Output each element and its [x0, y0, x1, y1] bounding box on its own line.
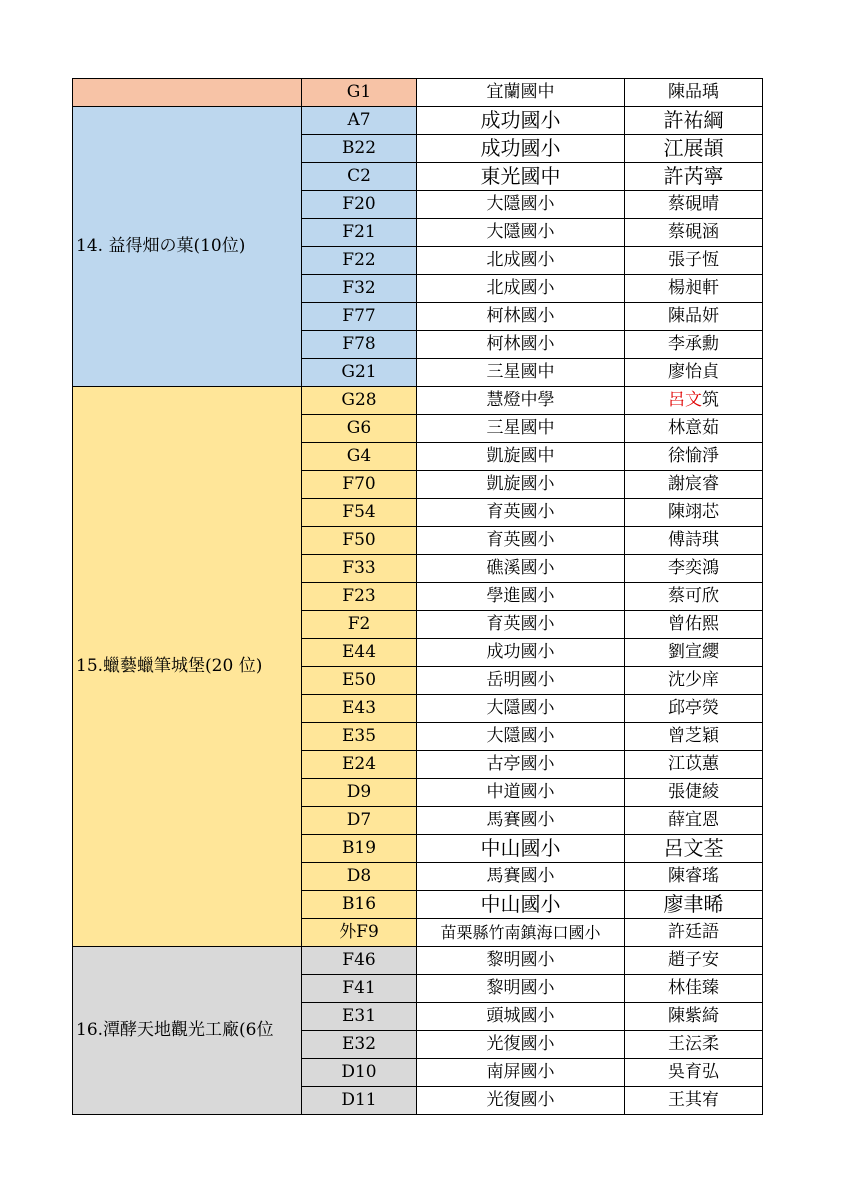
code-cell: E35 — [302, 723, 417, 751]
school-cell: 北成國小 — [417, 275, 625, 303]
code-cell: F54 — [302, 499, 417, 527]
code-cell: F22 — [302, 247, 417, 275]
name-cell — [625, 387, 763, 415]
name-cell: 李承勳 — [625, 331, 763, 359]
code-cell: 外F9 — [302, 919, 417, 947]
school-cell: 礁溪國小 — [417, 555, 625, 583]
name-cell: 陳睿瑤 — [625, 863, 763, 891]
table-row — [73, 947, 763, 975]
name-cell: 楊昶軒 — [625, 275, 763, 303]
code-cell: F23 — [302, 583, 417, 611]
school-cell: 育英國小 — [417, 499, 625, 527]
code-cell: C2 — [302, 163, 417, 191]
name-cell: 謝宸睿 — [625, 471, 763, 499]
name-cell: 張倢綾 — [625, 779, 763, 807]
school-cell: 苗栗縣竹南鎮海口國小 — [417, 919, 625, 947]
school-cell: 柯林國小 — [417, 303, 625, 331]
school-cell: 馬賽國小 — [417, 807, 625, 835]
school-cell: 中山國小 — [417, 891, 625, 919]
school-cell: 東光國中 — [417, 163, 625, 191]
name-cell: 江苡蕙 — [625, 751, 763, 779]
code-cell: F33 — [302, 555, 417, 583]
school-cell: 宜蘭國中 — [417, 79, 625, 107]
name-cell: 李奕鴻 — [625, 555, 763, 583]
school-cell: 三星國中 — [417, 359, 625, 387]
name-cell: 蔡硯涵 — [625, 219, 763, 247]
school-cell: 慧燈中學 — [417, 387, 625, 415]
code-cell: B19 — [302, 835, 417, 863]
name-cell: 廖怡貞 — [625, 359, 763, 387]
code-cell: E31 — [302, 1003, 417, 1031]
name-cell: 劉宣纓 — [625, 639, 763, 667]
code-cell: G1 — [302, 79, 417, 107]
school-cell: 育英國小 — [417, 527, 625, 555]
name-cell: 邱亭熒 — [625, 695, 763, 723]
table-row — [73, 107, 763, 135]
code-cell: D7 — [302, 807, 417, 835]
school-cell: 學進國小 — [417, 583, 625, 611]
name-cell: 趙子安 — [625, 947, 763, 975]
code-cell: F77 — [302, 303, 417, 331]
group-cell: 16.潭酵天地觀光工廠(6位 — [73, 947, 302, 1115]
name-cell: 江展頡 — [625, 135, 763, 163]
code-cell: D10 — [302, 1059, 417, 1087]
group-cell: 15.蠟藝蠟筆城堡(20 位) — [73, 387, 302, 947]
school-cell: 大隱國小 — [417, 219, 625, 247]
name-cell: 傅詩琪 — [625, 527, 763, 555]
code-cell: E24 — [302, 751, 417, 779]
code-cell: F78 — [302, 331, 417, 359]
school-cell: 三星國中 — [417, 415, 625, 443]
school-cell: 黎明國小 — [417, 975, 625, 1003]
name-cell: 蔡可欣 — [625, 583, 763, 611]
name-cell: 陳品瑀 — [625, 79, 763, 107]
code-cell: F41 — [302, 975, 417, 1003]
code-cell: G28 — [302, 387, 417, 415]
code-cell: D9 — [302, 779, 417, 807]
code-cell: E32 — [302, 1031, 417, 1059]
name-cell: 林意茹 — [625, 415, 763, 443]
name-cell: 王其宥 — [625, 1087, 763, 1115]
name-cell: 陳翊芯 — [625, 499, 763, 527]
school-cell: 大隱國小 — [417, 191, 625, 219]
name-cell: 蔡硯晴 — [625, 191, 763, 219]
name-cell: 王沄柔 — [625, 1031, 763, 1059]
school-cell: 古亭國小 — [417, 751, 625, 779]
code-cell: G4 — [302, 443, 417, 471]
school-cell: 大隱國小 — [417, 723, 625, 751]
code-cell: D11 — [302, 1087, 417, 1115]
name-cell: 許芮寧 — [625, 163, 763, 191]
school-cell: 成功國小 — [417, 107, 625, 135]
table-row — [73, 387, 763, 415]
name-cell: 徐愉淨 — [625, 443, 763, 471]
school-cell: 凱旋國中 — [417, 443, 625, 471]
school-cell: 中山國小 — [417, 835, 625, 863]
code-cell: F2 — [302, 611, 417, 639]
school-cell: 育英國小 — [417, 611, 625, 639]
school-cell: 北成國小 — [417, 247, 625, 275]
school-cell: 馬賽國小 — [417, 863, 625, 891]
code-cell: E43 — [302, 695, 417, 723]
school-cell: 黎明國小 — [417, 947, 625, 975]
code-cell: G21 — [302, 359, 417, 387]
code-cell: B16 — [302, 891, 417, 919]
name-cell: 吳育弘 — [625, 1059, 763, 1087]
group-cell: 14. 益得畑の菓(10位) — [73, 107, 302, 387]
group-cell — [73, 79, 302, 107]
name-cell: 許祐綱 — [625, 107, 763, 135]
school-cell: 大隱國小 — [417, 695, 625, 723]
code-cell: A7 — [302, 107, 417, 135]
code-cell: E44 — [302, 639, 417, 667]
school-cell: 中道國小 — [417, 779, 625, 807]
name-cell: 陳品妍 — [625, 303, 763, 331]
name-cell: 曾芝穎 — [625, 723, 763, 751]
code-cell: F70 — [302, 471, 417, 499]
name-cell: 林佳臻 — [625, 975, 763, 1003]
name-cell: 許廷語 — [625, 919, 763, 947]
roster-body — [73, 79, 763, 1115]
code-cell: F20 — [302, 191, 417, 219]
school-cell: 岳明國小 — [417, 667, 625, 695]
school-cell: 頭城國小 — [417, 1003, 625, 1031]
name-cell: 呂文荃 — [625, 835, 763, 863]
name-part: 筑 — [702, 390, 719, 410]
table-row — [73, 79, 763, 107]
code-cell: F21 — [302, 219, 417, 247]
code-cell: E50 — [302, 667, 417, 695]
name-cell: 曾佑熙 — [625, 611, 763, 639]
name-cell: 廖聿晞 — [625, 891, 763, 919]
code-cell: D8 — [302, 863, 417, 891]
code-cell: G6 — [302, 415, 417, 443]
school-cell: 凱旋國小 — [417, 471, 625, 499]
school-cell: 成功國小 — [417, 639, 625, 667]
roster-table — [72, 78, 763, 1115]
school-cell: 柯林國小 — [417, 331, 625, 359]
school-cell: 光復國小 — [417, 1031, 625, 1059]
code-cell: F32 — [302, 275, 417, 303]
school-cell: 成功國小 — [417, 135, 625, 163]
name-cell: 陳紫綺 — [625, 1003, 763, 1031]
school-cell: 光復國小 — [417, 1087, 625, 1115]
school-cell: 南屏國小 — [417, 1059, 625, 1087]
code-cell: F50 — [302, 527, 417, 555]
code-cell: B22 — [302, 135, 417, 163]
code-cell: F46 — [302, 947, 417, 975]
name-cell: 沈少庠 — [625, 667, 763, 695]
highlighted-name-part: 呂文 — [668, 390, 702, 410]
name-cell: 薛宜恩 — [625, 807, 763, 835]
name-cell: 張子恆 — [625, 247, 763, 275]
